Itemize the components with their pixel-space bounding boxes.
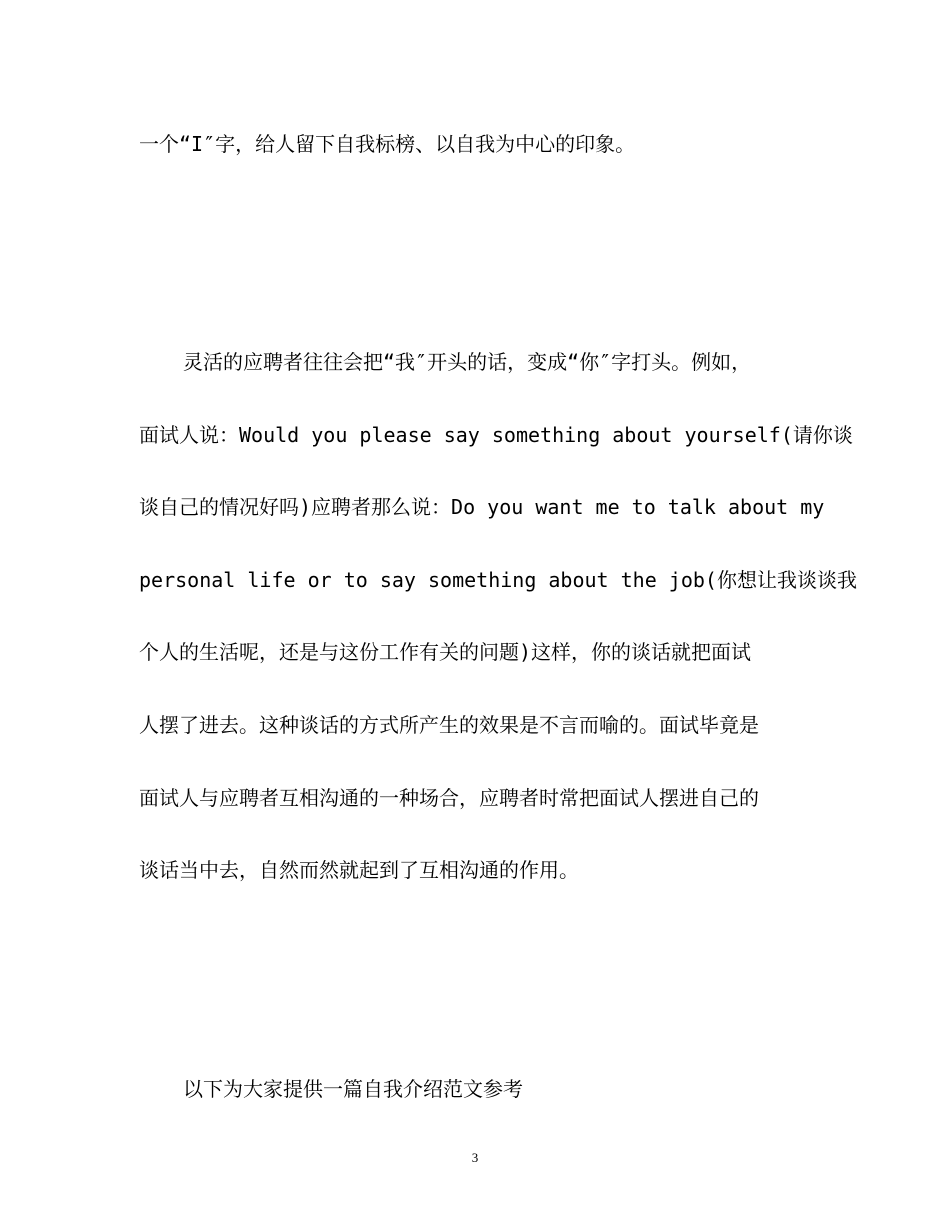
paragraph-line: 个人的生活呢，还是与这份工作有关的问题)这样，你的谈话就把面试 (139, 640, 752, 664)
paragraph-line: 人摆了进去。这种谈话的方式所产生的效果是不言而喻的。面试毕竟是 (139, 713, 759, 737)
paragraph-line: 谈话当中去，自然而然就起到了互相沟通的作用。 (139, 858, 579, 882)
paragraph-line: 面试人与应聘者互相沟通的一种场合，应聘者时常把面试人摆进自己的 (139, 786, 759, 810)
paragraph-line: personal life or to say something about the job(你想让我谈谈我 (139, 568, 857, 592)
paragraph-line: 灵活的应聘者往往会把“我″开头的话，变成“你″字打头。例如， (183, 350, 752, 374)
page-number: 3 (471, 1150, 479, 1165)
paragraph-line: 以下为大家提供一篇自我介绍范文参考 (183, 1077, 523, 1101)
paragraph-line: 面试人说：Would you please say something about yourself(请你谈 (139, 423, 853, 447)
paragraph-line: 谈自己的情况好吗)应聘者那么说：Do you want me to talk about my (139, 495, 825, 519)
paragraph-line: 一个“I″字，给人留下自我标榜、以自我为中心的印象。 (139, 132, 636, 156)
